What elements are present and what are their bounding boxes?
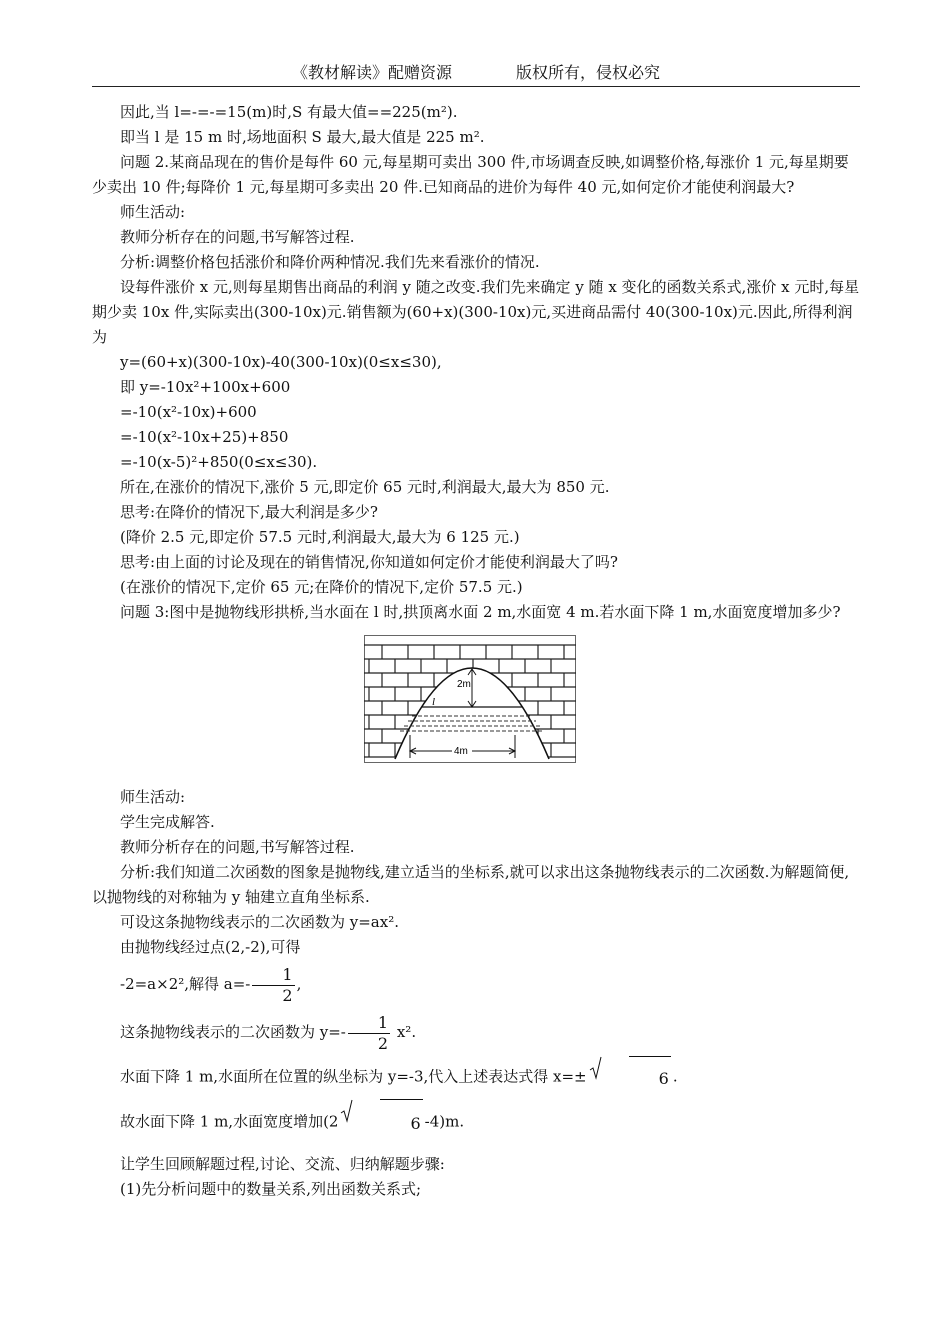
- text-line: 设每件涨价 x 元,则每星期售出商品的利润 y 随之改变.我们先来确定 y 随 x 变化的函数关系式,涨价 x 元时,每星期少卖 10x 件,实际卖出(300-10x)元.销售额为(60+x)(300-10x)元,买进商品需付 40(300-10x)元.因此,所得利润为: [92, 278, 860, 346]
- text-line: 教师分析存在的问题,书写解答过程.: [120, 228, 355, 246]
- equation-line: y=(60+x)(300-10x)-40(300-10x)(0≤x≤30),: [120, 353, 442, 371]
- text-line: 分析:我们知道二次函数的图象是抛物线,建立适当的坐标系,就可以求出这条抛物线表示的二次函数.为解题简便,以抛物线的对称轴为 y 轴建立直角坐标系.: [92, 863, 850, 906]
- text-line: (在涨价的情况下,定价 65 元;在降价的情况下,定价 57.5 元.): [120, 578, 523, 596]
- header-source: 《教材解读》配赠资源: [291, 63, 452, 82]
- equation-text: -4)m.: [424, 1112, 465, 1131]
- fraction-one-half: $\frac{1}{2}$: [252, 965, 294, 1006]
- page-header: [92, 60, 860, 87]
- text-line: 可设这条抛物线表示的二次函数为 y=ax².: [120, 913, 399, 931]
- problem-3: 问题 3:图中是抛物线形拱桥,当水面在 l 时,拱顶离水面 2 m,水面宽 4 m.若水面下降 1 m,水面宽度增加多少?: [120, 603, 841, 621]
- equation-text: 这条抛物线表示的二次函数为 y=-: [120, 1023, 346, 1041]
- document-body: [92, 100, 860, 1202]
- arch-bridge-figure: [364, 635, 576, 763]
- equation-text: ,: [296, 975, 302, 993]
- fraction-one-half: $\frac{1}{2}$: [348, 1013, 390, 1054]
- text-line: 思考:由上面的讨论及现在的销售情况,你知道如何定价才能使利润最大了吗?: [120, 553, 618, 571]
- equation-line: [92, 1056, 860, 1099]
- text-line: 思考:在降价的情况下,最大利润是多少?: [120, 503, 378, 521]
- problem-2: 问题 2.某商品现在的售价是每件 60 元,每星期可卖出 300 件,市场调查反映,如调整价格,每涨价 1 元,每星期要少卖出 10 件;每降价 1 元,每星期可多卖出 20 件.已知商品的进价为每件 40 元,如何定价才能使利润最大?: [92, 153, 849, 196]
- equation-text: .: [672, 1067, 678, 1086]
- equation-line: [92, 1008, 860, 1056]
- bridge-figure-container: [92, 635, 860, 771]
- text-line: 分析:调整价格包括涨价和降价两种情况.我们先来看涨价的情况.: [120, 253, 540, 271]
- sqrt-six: 6: [340, 1099, 422, 1146]
- water-level-label: l: [432, 696, 436, 708]
- text-line: 由抛物线经过点(2,-2),可得: [120, 938, 301, 956]
- text-line: 学生完成解答.: [120, 813, 215, 831]
- text-line: 让学生回顾解题过程,讨论、交流、归纳解题步骤:: [120, 1155, 445, 1173]
- equation-text: x².: [392, 1023, 417, 1041]
- equation-line: =-10(x²-10x+25)+850: [120, 428, 289, 446]
- equation-line: =-10(x-5)²+850(0≤x≤30).: [120, 453, 318, 471]
- text-line: 师生活动:: [120, 788, 186, 806]
- text-line: 即当 l 是 15 m 时,场地面积 S 最大,最大值是 225 m².: [120, 128, 485, 146]
- equation-text: -2=a×2²,解得 a=-: [120, 975, 251, 993]
- equation-line: 即 y=-10x²+100x+600: [120, 378, 291, 396]
- text-line: (1)先分析问题中的数量关系,列出函数关系式;: [120, 1180, 422, 1198]
- header-copyright: 版权所有，侵权必究: [516, 63, 661, 82]
- sqrt-six: 6: [589, 1056, 671, 1099]
- equation-line: =-10(x²-10x)+600: [120, 403, 257, 421]
- text-line: (降价 2.5 元,即定价 57.5 元时,利润最大,最大为 6 125 元.): [120, 528, 520, 546]
- text-line: 所在,在涨价的情况下,涨价 5 元,即定价 65 元时,利润最大,最大为 850 元.: [120, 478, 610, 496]
- text-line: 师生活动:: [120, 203, 186, 221]
- equation-text: 水面下降 1 m,水面所在位置的纵坐标为 y=-3,代入上述表达式得 x=±: [120, 1067, 587, 1086]
- equation-text: 故水面下降 1 m,水面宽度增加(2: [120, 1112, 339, 1131]
- text-line: 因此,当 l=-=-=15(m)时,S 有最大值==225(m²).: [120, 103, 458, 121]
- width-label: 4m: [454, 746, 468, 757]
- equation-line: [92, 1099, 860, 1146]
- height-label: 2m: [457, 679, 471, 690]
- equation-line: [92, 960, 860, 1008]
- text-line: 教师分析存在的问题,书写解答过程.: [120, 838, 355, 856]
